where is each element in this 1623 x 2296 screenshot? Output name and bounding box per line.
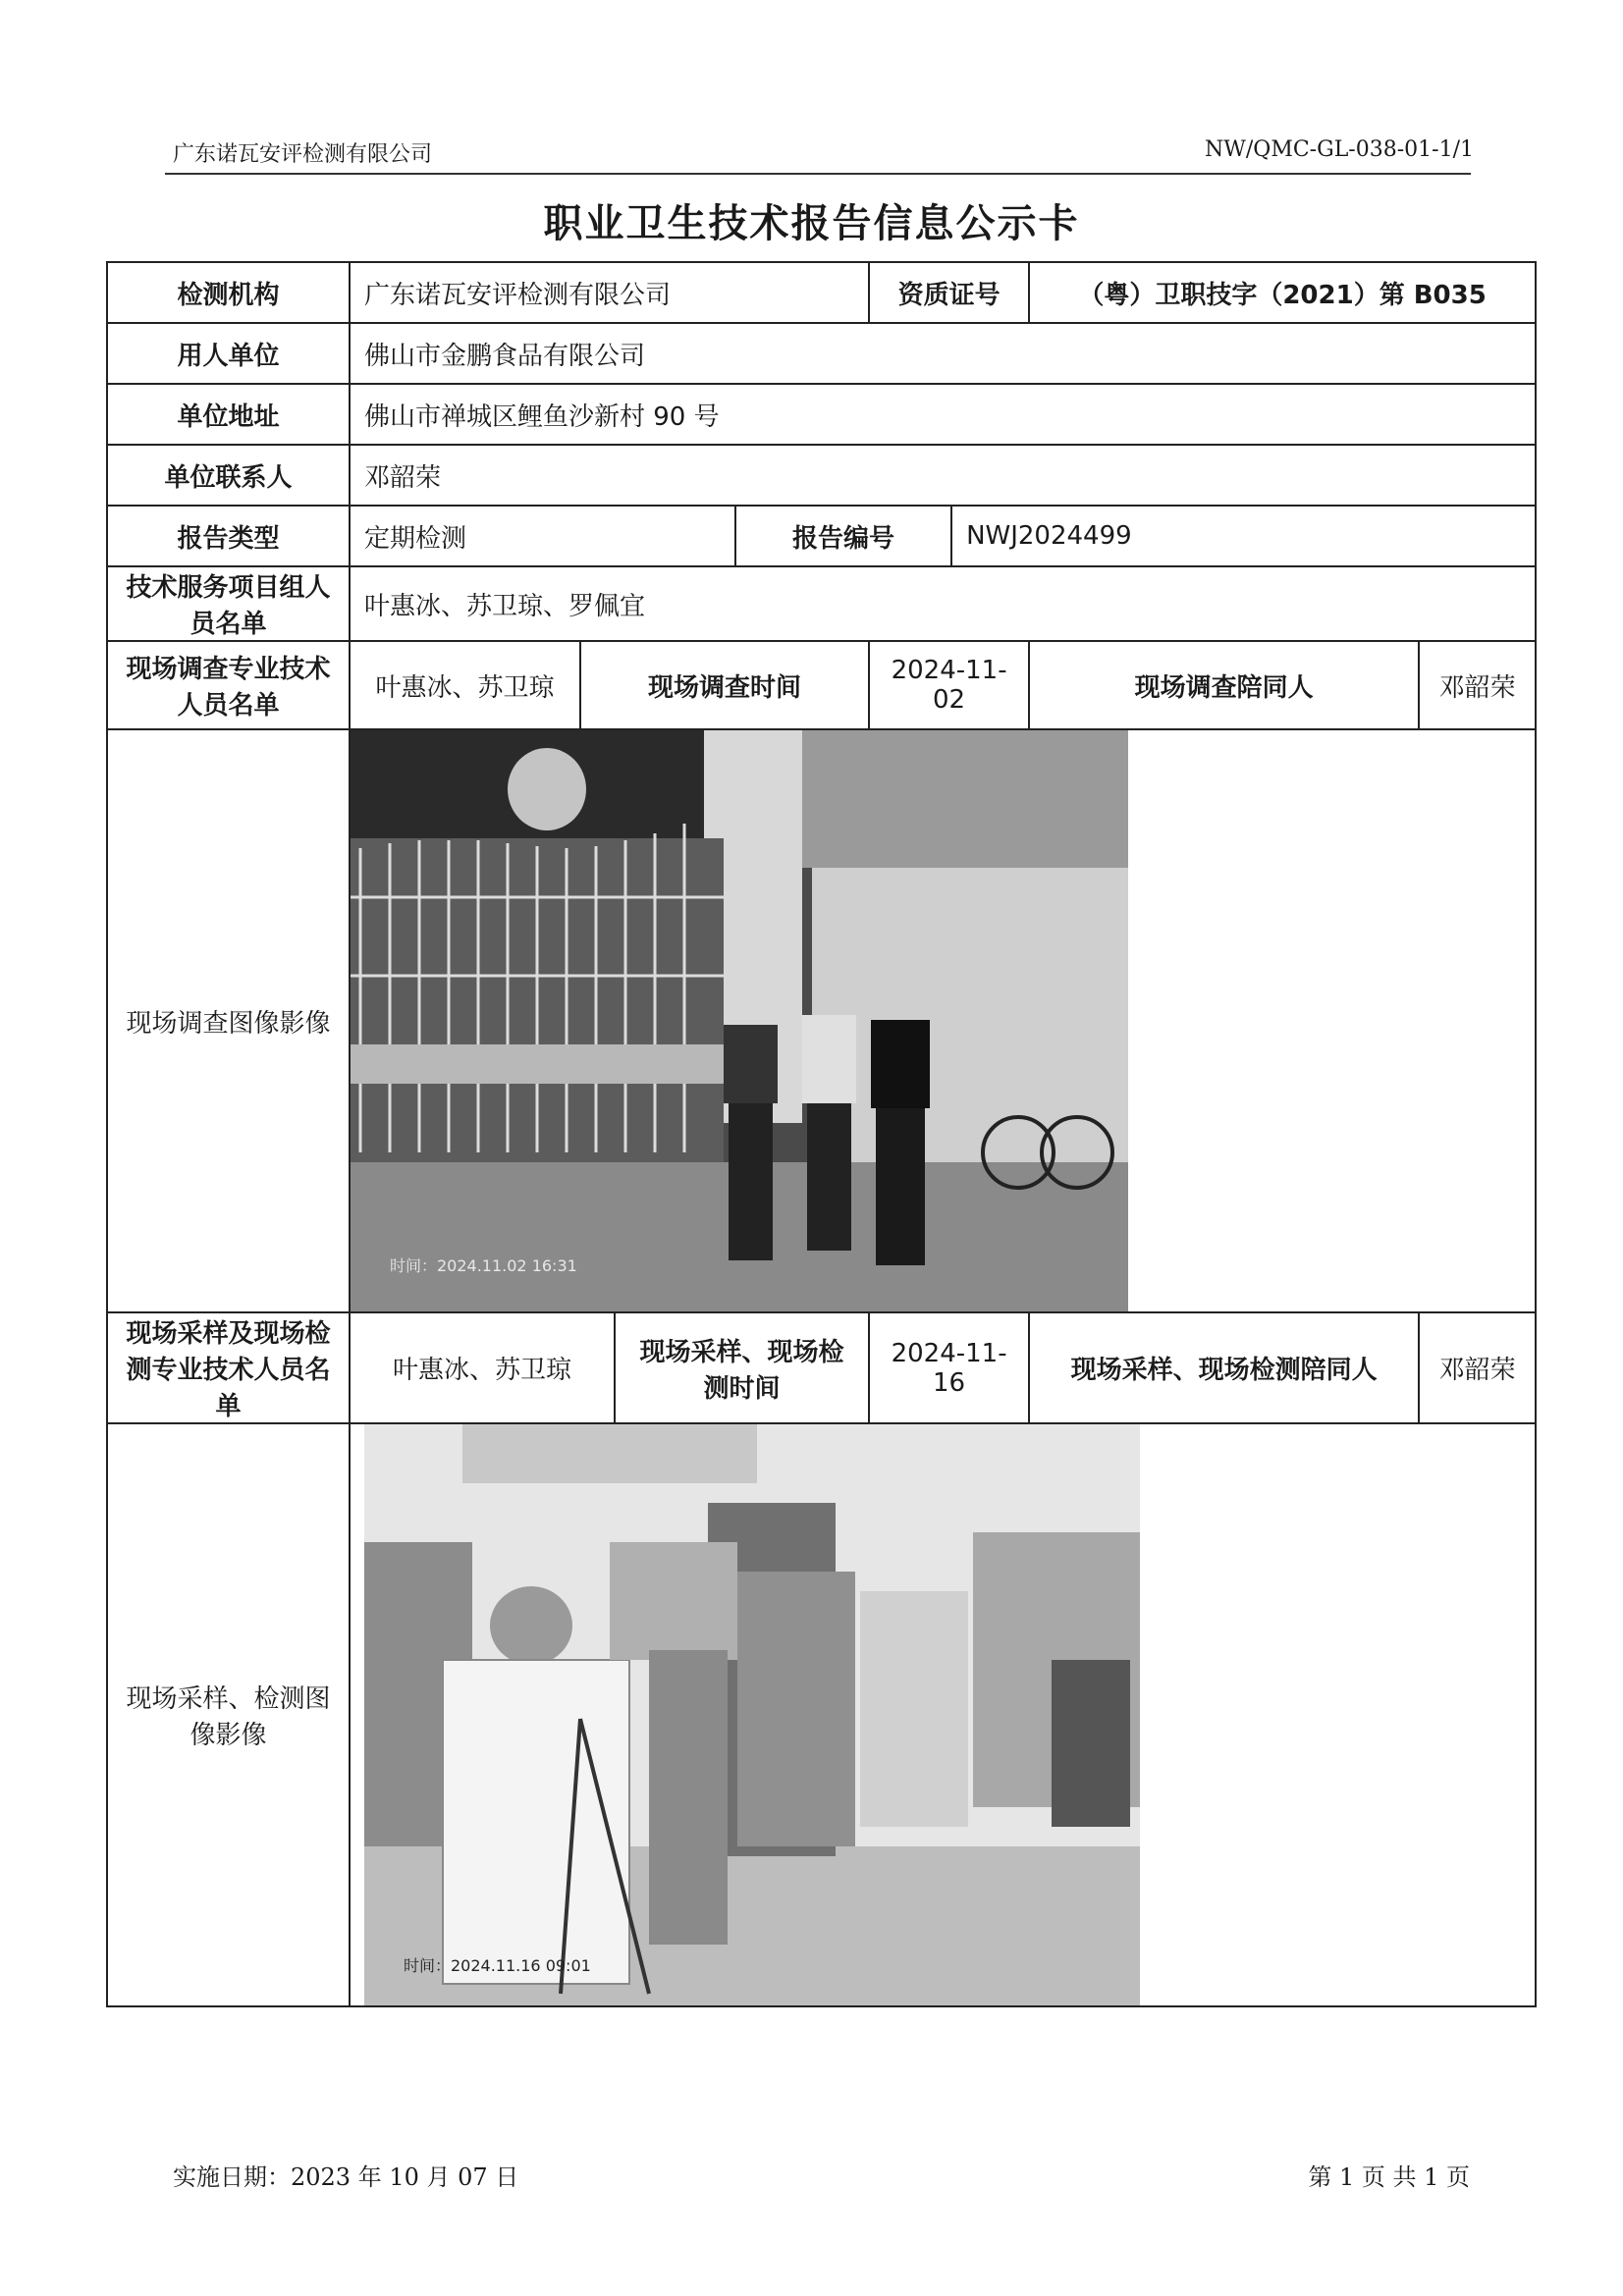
sampling-escort-label: 现场采样、现场检测陪同人 — [1029, 1312, 1419, 1423]
sampling-photo-image — [364, 1424, 1140, 2005]
survey-time-label: 现场调查时间 — [580, 641, 869, 729]
survey-staff-label: 现场调查专业技术人员名单 — [107, 641, 350, 729]
survey-staff-value: 叶惠冰、苏卫琼 — [350, 641, 580, 729]
header-doc-code: NW/QMC-GL-038-01-1/1 — [1205, 137, 1474, 162]
sampling-photo-label: 现场采样、检测图像影像 — [107, 1423, 350, 2006]
row-contact — [107, 445, 1536, 506]
report-type-label: 报告类型 — [107, 506, 350, 566]
header-company: 广东诺瓦安评检测有限公司 — [173, 142, 433, 167]
header-rule — [165, 173, 1471, 175]
sampling-time-label: 现场采样、现场检测时间 — [615, 1312, 869, 1423]
survey-photo-cell — [350, 729, 1536, 1312]
sampling-time-value: 2024-11-16 — [869, 1312, 1029, 1423]
survey-escort-value: 邓韶荣 — [1419, 641, 1536, 729]
survey-escort-label: 现场调查陪同人 — [1029, 641, 1419, 729]
row-sampling-photo — [107, 1423, 1536, 2006]
row-address — [107, 384, 1536, 445]
report-no-label: 报告编号 — [735, 506, 951, 566]
employer-value: 佛山市金鹏食品有限公司 — [350, 323, 1536, 384]
row-sampling — [107, 1312, 1536, 1423]
page-title: 职业卫生技术报告信息公示卡 — [543, 200, 1080, 246]
employer-label: 用人单位 — [107, 323, 350, 384]
row-agency — [107, 262, 1536, 323]
row-team — [107, 566, 1536, 641]
row-employer — [107, 323, 1536, 384]
sampling-photo-timestamp: 时间：2024.11.16 09:01 — [404, 1956, 591, 1975]
agency-label: 检测机构 — [107, 262, 350, 323]
sampling-photo-cell — [350, 1423, 1536, 2006]
row-report — [107, 506, 1536, 566]
row-survey-photo — [107, 729, 1536, 1312]
contact-label: 单位联系人 — [107, 445, 350, 506]
survey-time-value: 2024-11-02 — [869, 641, 1029, 729]
team-value: 叶惠冰、苏卫琼、罗佩宜 — [350, 566, 1536, 641]
footer-page-info: 第 1 页 共 1 页 — [1308, 2163, 1470, 2191]
team-label: 技术服务项目组人员名单 — [107, 566, 350, 641]
sampling-staff-label: 现场采样及现场检测专业技术人员名单 — [107, 1312, 350, 1423]
address-label: 单位地址 — [107, 384, 350, 445]
survey-photo-image — [351, 730, 1128, 1311]
cert-label: 资质证号 — [869, 262, 1029, 323]
cert-value: （粤）卫职技字（2021）第 B035 — [1029, 262, 1536, 323]
address-value: 佛山市禅城区鲤鱼沙新村 90 号 — [350, 384, 1536, 445]
info-card-table — [106, 261, 1537, 2007]
agency-value: 广东诺瓦安评检测有限公司 — [350, 262, 869, 323]
sampling-staff-value: 叶惠冰、苏卫琼 — [350, 1312, 615, 1423]
survey-photo-timestamp: 时间：2024.11.02 16:31 — [390, 1256, 577, 1275]
contact-value: 邓韶荣 — [350, 445, 1536, 506]
footer-effective-date: 实施日期：2023 年 10 月 07 日 — [173, 2163, 519, 2191]
sampling-escort-value: 邓韶荣 — [1419, 1312, 1536, 1423]
report-no-value: NWJ2024499 — [951, 506, 1536, 566]
survey-photo-label: 现场调查图像影像 — [107, 729, 350, 1312]
report-type-value: 定期检测 — [350, 506, 735, 566]
row-survey — [107, 641, 1536, 729]
